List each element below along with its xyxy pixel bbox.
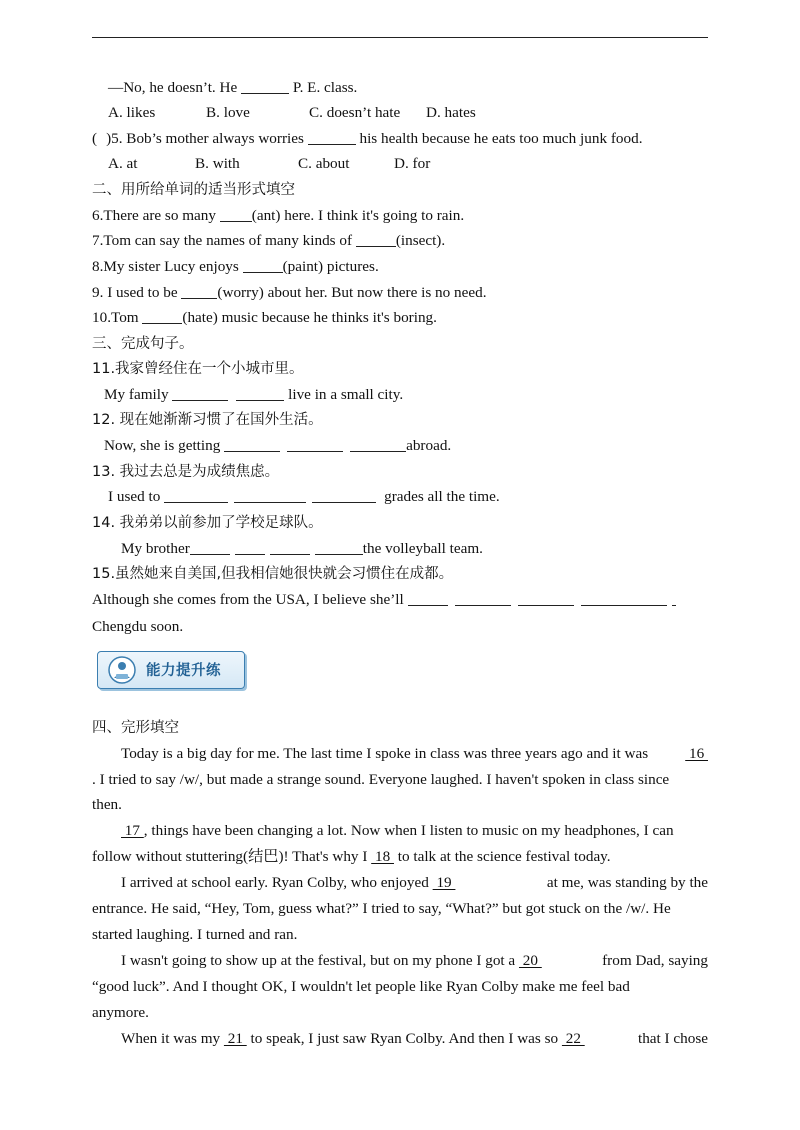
cloze-p4-line1: I wasn't going to show up at the festival, but on my phone I got a 20 from Dad, saying	[121, 952, 708, 969]
cloze-blank-16[interactable]: 16	[685, 745, 708, 762]
option-b[interactable]: B. with	[195, 155, 240, 172]
cloze-p4-line3: anymore.	[92, 1004, 149, 1021]
section4-heading: 四、完形填空	[92, 720, 179, 736]
cloze-p1-line1: Today is a big day for me. The last time I spoke in class was three years ago and it was 16	[121, 745, 708, 762]
cloze-blank-20[interactable]: 20	[518, 952, 542, 969]
option-d[interactable]: D. for	[394, 155, 431, 172]
cloze-p4-line2: “good luck”. And I thought OK, I wouldn't let people like Ryan Colby make me feel bad	[92, 978, 630, 995]
cloze-blank-17[interactable]: 17	[121, 822, 144, 839]
cloze-p3-line3: started laughing. I turned and ran.	[92, 926, 298, 943]
answer-blank[interactable]	[315, 540, 363, 555]
option-a[interactable]: A. at	[108, 155, 138, 172]
banner-label: 能力提升练	[146, 663, 221, 679]
answer-blank[interactable]	[408, 591, 448, 606]
fill-item-10: 10.Tom (hate) music because he thinks it's boring.	[92, 309, 437, 326]
cloze-p2-line2: follow without stuttering(结巴)! That's why I 18 to talk at the science festival today.	[92, 848, 611, 865]
answer-blank[interactable]	[181, 284, 217, 299]
option-a[interactable]: A. likes	[108, 104, 156, 121]
header-rule	[92, 37, 708, 38]
answer-blank[interactable]	[172, 386, 228, 401]
cloze-blank-19[interactable]: 19	[432, 874, 456, 891]
answer-blank[interactable]	[241, 79, 289, 94]
sentence-11-english: My family live in a small city.	[104, 386, 404, 403]
section3-heading: 三、完成句子。	[92, 336, 194, 352]
answer-blank[interactable]	[190, 540, 230, 555]
sentence-15-english: Although she comes from the USA, I believe she’ll	[92, 590, 676, 610]
sentence-12-chinese: 12. 现在她渐渐习惯了在国外生活。	[92, 412, 323, 428]
cloze-blank-21[interactable]: 21	[223, 1030, 247, 1047]
answer-blank[interactable]	[356, 232, 396, 247]
option-c[interactable]: C. about	[298, 155, 350, 172]
answer-blank[interactable]	[220, 207, 252, 222]
answer-blank[interactable]	[350, 437, 406, 452]
cloze-blank-18[interactable]: 18	[371, 848, 394, 865]
q5-stem: ( )5. Bob’s mother always worries his health because he eats too much junk food.	[92, 130, 643, 147]
answer-blank[interactable]	[235, 540, 265, 555]
sentence-13-chinese: 13. 我过去总是为成绩焦虑。	[92, 464, 280, 480]
cloze-p3-line2: entrance. He said, “Hey, Tom, guess what?” I tried to say, “What?” but got stuck on the /w/. He	[92, 900, 671, 917]
answer-blank[interactable]	[142, 309, 182, 324]
option-d[interactable]: D. hates	[426, 104, 476, 121]
fill-item-7: 7.Tom can say the names of many kinds of (insect).	[92, 232, 446, 249]
section2-heading: 二、用所给单词的适当形式填空	[92, 182, 295, 198]
answer-blank[interactable]	[455, 591, 511, 606]
answer-blank[interactable]	[287, 437, 343, 452]
answer-blank[interactable]	[234, 488, 306, 503]
cloze-p5-line1: When it was my 21 to speak, I just saw Ryan Colby. And then I was so 22 that I chose	[121, 1030, 708, 1047]
cloze-p1-line2: . I tried to say /w/, but made a strange sound. Everyone laughed. I haven't spoken in class since	[92, 771, 670, 788]
sentence-15-english-cont: Chengdu soon.	[92, 618, 184, 635]
student-reading-icon	[108, 656, 136, 684]
fill-item-8: 8.My sister Lucy enjoys (paint) pictures.	[92, 258, 379, 275]
option-b[interactable]: B. love	[206, 104, 250, 121]
answer-blank[interactable]	[236, 386, 284, 401]
fill-item-9: 9. I used to be (worry) about her. But now there is no need.	[92, 284, 487, 301]
cloze-p1-line3: then.	[92, 796, 122, 813]
cloze-blank-22[interactable]: 22	[561, 1030, 585, 1047]
sentence-12-english: Now, she is getting abroad.	[104, 437, 452, 454]
fill-item-6: 6.There are so many (ant) here. I think it's going to rain.	[92, 207, 465, 224]
option-c[interactable]: C. doesn’t hate	[309, 104, 401, 121]
cloze-p2-line1: 17 , things have been changing a lot. Now when I listen to music on my headphones, I can	[121, 822, 674, 839]
answer-blank[interactable]	[164, 488, 228, 503]
sentence-15-chinese: 15.虽然她来自美国,但我相信她很快就会习惯住在成都。	[92, 566, 454, 582]
answer-blank[interactable]	[672, 591, 676, 606]
sentence-14-english: My brother the volleyball team.	[121, 540, 483, 557]
q4-answer-line: —No, he doesn’t. He P. E. class.	[108, 79, 358, 96]
answer-blank[interactable]	[581, 591, 667, 606]
answer-blank[interactable]	[243, 258, 283, 273]
answer-blank[interactable]	[224, 437, 280, 452]
answer-blank[interactable]	[308, 130, 356, 145]
ability-practice-banner	[97, 651, 247, 690]
answer-blank[interactable]	[270, 540, 310, 555]
cloze-p3-line1: I arrived at school early. Ryan Colby, who enjoyed 19 at me, was standing by the	[121, 874, 708, 891]
sentence-11-chinese: 11.我家曾经住在一个小城市里。	[92, 361, 304, 377]
answer-blank[interactable]	[518, 591, 574, 606]
sentence-13-english: I used to grades all the time.	[108, 488, 500, 505]
sentence-14-chinese: 14. 我弟弟以前参加了学校足球队。	[92, 515, 323, 531]
answer-blank[interactable]	[312, 488, 376, 503]
